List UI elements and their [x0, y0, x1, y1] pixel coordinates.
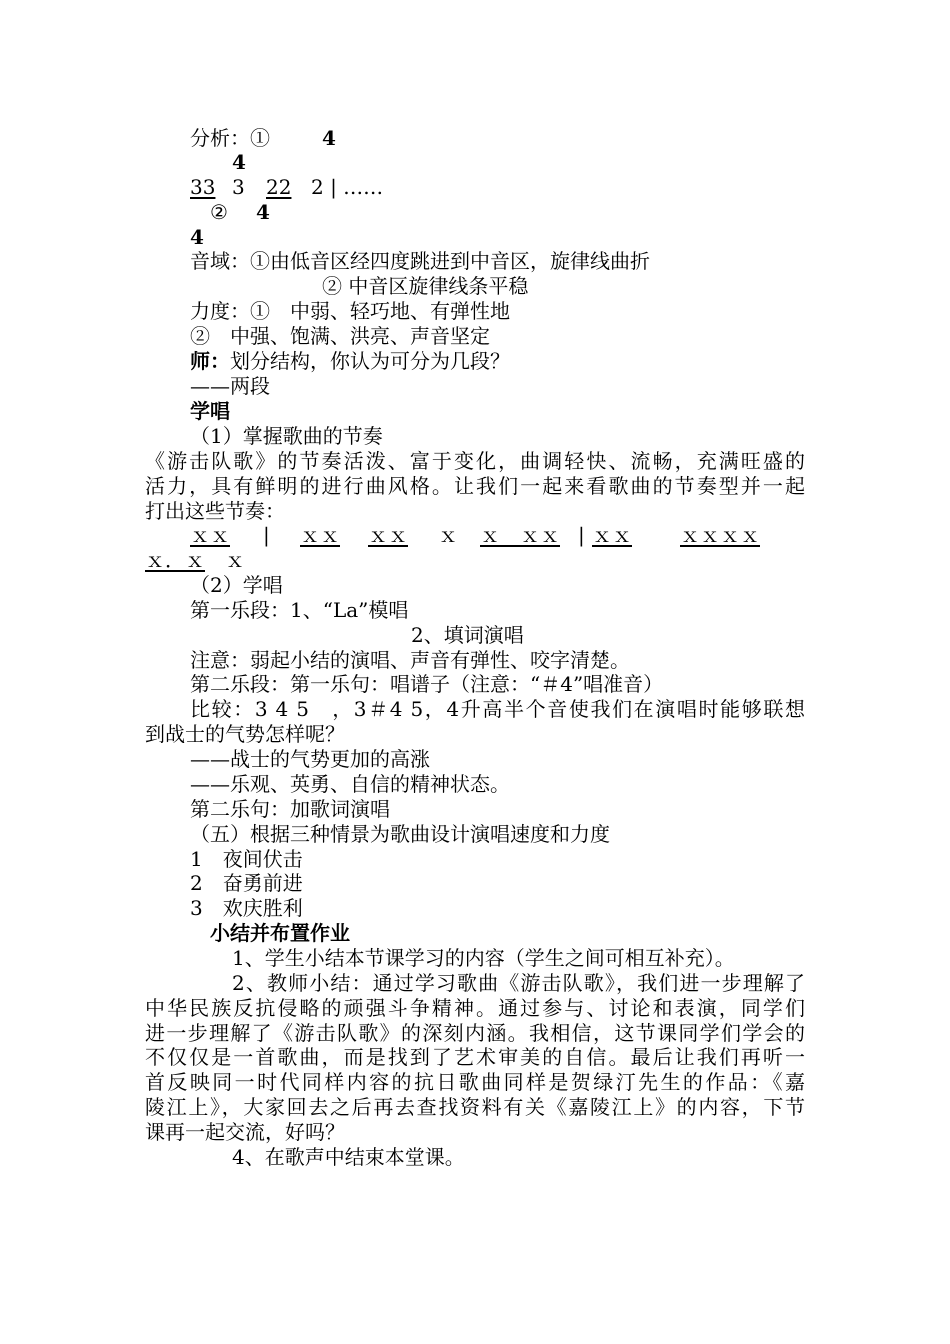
rhythm-note-3: 3	[232, 175, 245, 199]
answer-b: ——乐观、英勇、自信的精神状态。	[190, 772, 510, 796]
step-1: （1）掌握歌曲的节奏	[190, 424, 383, 448]
rhythm-group-5: ｘ ｘｘ	[480, 523, 560, 547]
rhythm-paragraph-line-1: 《游击队歌》的节奏活泼、富于变化，曲调轻快、流畅，充满旺盛的	[145, 449, 805, 473]
compare-line-1: 比较：3 4 5 ，3＃4 5，4升高半个音使我们在演唱时能够联想	[190, 697, 805, 721]
summary-2-line-7: 课再一起交流，好吗？	[145, 1120, 345, 1144]
section-heading-summary: 小结并布置作业	[210, 921, 350, 945]
summary-item-4: 4、在歌声中结束本堂课。	[232, 1145, 465, 1169]
summary-2-line-5: 首反映同一时代同样内容的抗日歌曲同样是贺绿汀先生的作品：《嘉	[145, 1070, 805, 1094]
summary-2-line-6: 陵江上》，大家回去之后再去查找资料有关《嘉陵江上》的内容，下节	[145, 1095, 805, 1119]
rhythm-note-2: 2 | ……	[311, 175, 384, 199]
rhythm-group-7: ｘｘｘｘ	[680, 523, 760, 547]
compare-line-2: 到战士的气势怎样呢？	[145, 722, 345, 746]
rhythm-bar-1: |	[263, 523, 270, 547]
rhythm-paragraph-line-2: 活力，具有鲜明的进行曲风格。让我们一起来看歌曲的节奏型并一起	[145, 474, 805, 498]
rhythm-group-3: ｘｘ	[368, 523, 408, 547]
time-signature-2-bottom: 4	[190, 225, 204, 249]
scene-3: 3 欢庆胜利	[190, 896, 303, 920]
rhythm-group-1: ｘｘ	[190, 523, 230, 547]
summary-2-line-1: 2、教师小结：通过学习歌曲《游击队歌》，我们进一步理解了	[232, 971, 805, 995]
summary-2-line-3: 进一步理解了《游击队歌》的深刻内涵。我相信，这节课同学们学会的	[145, 1021, 805, 1045]
time-signature-1-bottom: 4	[232, 150, 246, 174]
range-line-1: 音域：①由低音区经四度跳进到中音区，旋律线曲折	[190, 249, 650, 273]
dynamics-line-1: 力度：① 中弱、轻巧地、有弹性地	[190, 299, 510, 323]
summary-item-1: 1、学生小结本节课学习的内容（学生之间可相互补充）。	[232, 946, 735, 970]
part-1-line-1: 第一乐段：1、“La”模唱	[190, 598, 409, 622]
teacher-question	[190, 349, 510, 373]
rhythm-group-2: ｘｘ	[300, 523, 340, 547]
rhythm-paragraph-line-3: 打出这些节奏：	[145, 499, 285, 523]
teacher-label: 师：	[190, 349, 230, 373]
range-line-2: ② 中音区旋律线条平稳	[322, 274, 529, 298]
step-5: （五）根据三种情景为歌曲设计演唱速度和力度	[190, 822, 610, 846]
part-1-line-2: 2、填词演唱	[411, 623, 524, 647]
part-2-line: 第二乐段：第一乐句：唱谱子（注意：“＃4”唱准音）	[190, 672, 664, 696]
scene-2: 2 奋勇前进	[190, 871, 303, 895]
phrase-2-line: 第二乐句：加歌词演唱	[190, 797, 390, 821]
answer-a: ——战士的气势更加的高涨	[190, 747, 430, 771]
summary-2-line-2: 中华民族反抗侵略的顽强斗争精神。通过参与、讨论和表演，同学们	[145, 996, 805, 1020]
analysis-mark-2: ②	[210, 200, 228, 224]
summary-2-line-4: 不仅仅是一首歌曲，而是找到了艺术审美的自信。最后让我们再听一	[145, 1045, 805, 1069]
time-signature-1-top: 4	[322, 126, 336, 150]
time-signature-2-top: 4	[256, 200, 270, 224]
rhythm-note-22: 22	[266, 175, 292, 199]
teacher-question-text: 划分结构，你认为可分为几段？	[230, 349, 510, 373]
scene-1: 1 夜间伏击	[190, 847, 303, 871]
rhythm-note-33: 33	[190, 175, 216, 199]
section-heading-learn: 学唱	[190, 399, 230, 423]
rhythm-group-9: ｘ	[225, 548, 245, 572]
rhythm-group-4: ｘ	[438, 523, 458, 547]
rhythm-bar-2: |	[578, 523, 585, 547]
rhythm-group-6: ｘｘ	[592, 523, 632, 547]
dynamics-line-2: ② 中强、饱满、洪亮、声音坚定	[190, 324, 490, 348]
rhythm-group-8: ｘ．ｘ	[145, 548, 205, 572]
note-line: 注意：弱起小结的演唱、声音有弹性、咬字清楚。	[190, 648, 630, 672]
analysis-label: 分析：①	[190, 126, 270, 150]
answer-two-sections: ——两段	[190, 374, 270, 398]
step-2: （2）学唱	[190, 573, 283, 597]
